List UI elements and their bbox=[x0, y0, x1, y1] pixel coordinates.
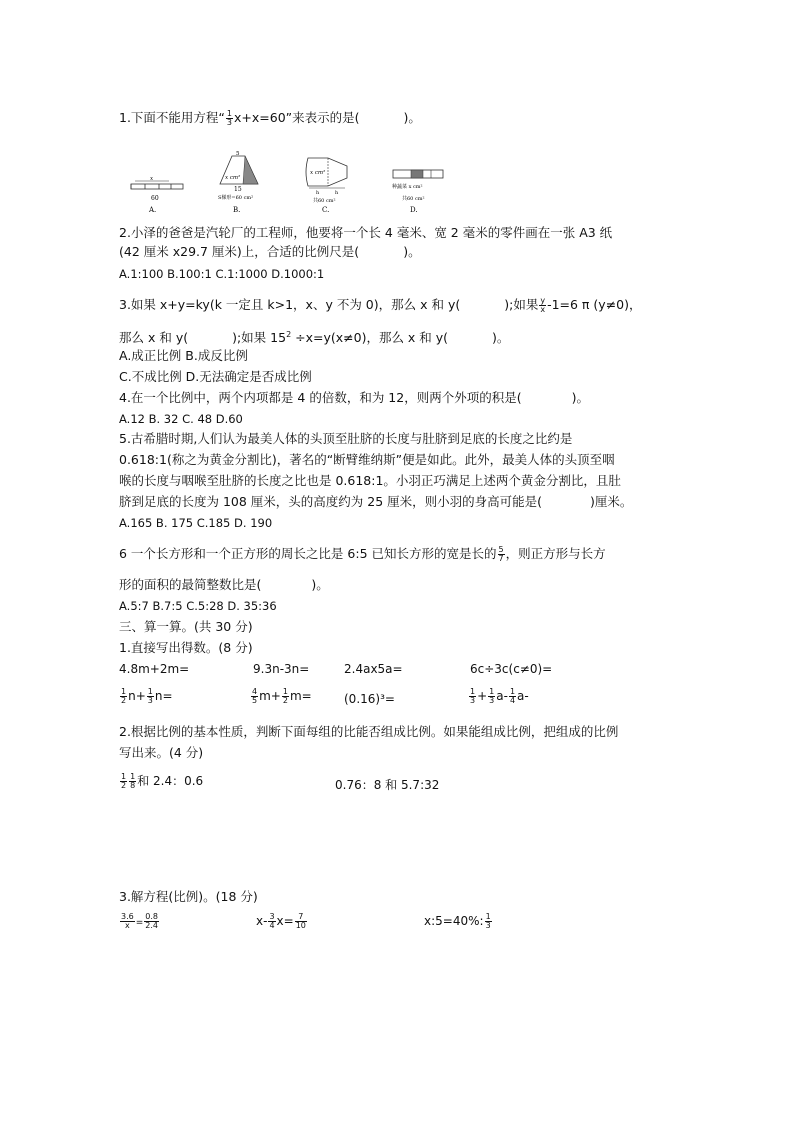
frac-num: 1 bbox=[470, 687, 476, 696]
fig-a-top: x bbox=[150, 176, 154, 182]
fig-c-label: C. bbox=[322, 206, 330, 214]
fig-a-label: A. bbox=[149, 206, 157, 214]
q3-options-1: A.成正比例 B.成反比例 bbox=[119, 348, 248, 363]
frac-num: 4 bbox=[252, 687, 258, 696]
q4-text: 4.在一个比例中，两个内项都是 4 的倍数，和为 12，则两个外项的积是( bbox=[119, 390, 522, 405]
frac-den: 4 bbox=[269, 921, 275, 930]
s2-item1-frac1 bbox=[120, 773, 127, 790]
q1-figure-d bbox=[392, 170, 443, 214]
q2-line2 bbox=[119, 244, 421, 260]
q1-stem bbox=[119, 110, 421, 127]
frac-num: 3.6 bbox=[121, 912, 134, 921]
frac-den: 2 bbox=[282, 696, 288, 705]
q3-line2-d: )。 bbox=[492, 330, 510, 346]
q3-fraction bbox=[539, 297, 546, 314]
s1-r2c1-end: n= bbox=[154, 689, 173, 703]
q3-line2-b: );如果 15 bbox=[232, 330, 287, 346]
fig-c-h1: h bbox=[316, 190, 320, 196]
s2-line2: 写出来。(4 分) bbox=[119, 745, 204, 760]
frac-num: 7 bbox=[295, 913, 307, 922]
fig-b-mid: x cm² bbox=[225, 175, 241, 181]
frac-den: 10 bbox=[295, 921, 306, 930]
s3-eq1-left bbox=[120, 913, 135, 930]
frac-num: 1 bbox=[485, 912, 491, 921]
q4-options: A.12 B. 32 C. 48 D.60 bbox=[119, 412, 243, 426]
frac-num: 1 bbox=[509, 687, 516, 696]
q6-line2-end: )。 bbox=[311, 577, 329, 592]
q5-line4 bbox=[119, 494, 632, 510]
q1-frac-den: 3 bbox=[226, 118, 232, 127]
s1-title: 1.直接写出得数。(8 分) bbox=[119, 640, 253, 655]
q6-line1 bbox=[119, 546, 606, 563]
q5-options: A.165 B. 175 C.185 D. 190 bbox=[119, 516, 273, 530]
frac-den: 8 bbox=[130, 781, 136, 790]
s1-r1-c4: 6c÷3c(c≠0)= bbox=[470, 662, 553, 676]
s2-item2: 0.76：8 和 5.7:32 bbox=[335, 778, 440, 792]
q5-line3: 喉的长度与咽喉至肚脐的长度之比也是 0.618:1。小羽正巧满足上述两个黄金分割比，且肚 bbox=[119, 473, 621, 488]
q3-line2 bbox=[119, 327, 509, 346]
frac-num: 1 bbox=[282, 687, 288, 696]
q1-figure-c bbox=[306, 158, 347, 214]
fig-c-total: 共60 cm² bbox=[313, 198, 336, 204]
q5-line4-text: 脐到足底的长度为 108 厘米，头的高度约为 25 厘米，则小羽的身高可能是( bbox=[119, 494, 543, 509]
q3-text-c: -1=6 π (y≠0)， bbox=[547, 297, 642, 312]
fig-b-area: S梯形=60 cm² bbox=[218, 195, 254, 201]
s1-r2-c3: (0.16)³= bbox=[344, 692, 395, 706]
q6-line2 bbox=[119, 577, 329, 593]
s3-eq3-pre: x:5=40%: bbox=[424, 914, 484, 928]
s3-eq3-frac bbox=[485, 913, 492, 930]
q6-text-a: 6 一个长方形和一个正方形的周长之比是 6:5 已知长方形的宽是长的 bbox=[119, 546, 497, 561]
q1-figures bbox=[125, 150, 455, 218]
frac-den: 5 bbox=[252, 696, 258, 705]
q3-superscript: 2 bbox=[286, 330, 292, 339]
q1-frac-num: 1 bbox=[226, 109, 232, 118]
s3-eq1-equals: = bbox=[135, 918, 144, 928]
q2-line2-end: )。 bbox=[403, 244, 421, 259]
q3-options-2: C.不成比例 D.无法确定是否成比例 bbox=[119, 369, 312, 384]
frac-num: 1 bbox=[121, 687, 127, 696]
fig-d-total: 共60 cm² bbox=[402, 196, 425, 202]
fig-b-label: B. bbox=[233, 206, 241, 214]
s1-r2c4-frac1 bbox=[469, 688, 476, 705]
frac-den: x bbox=[125, 921, 130, 930]
s1-r2-c4 bbox=[468, 688, 529, 705]
q1-text-post: x+x=60”来表示的是( bbox=[234, 110, 360, 125]
s1-r1-c1: 4.8m+2m= bbox=[119, 662, 190, 676]
fig-d-box: 种蔬菜 x cm² bbox=[392, 184, 423, 190]
q5-line2: 0.618:1(称之为黄金分割比)，著名的“断臂维纳斯”便是如此。此外，最美人体的头顶至咽 bbox=[119, 452, 615, 467]
fig-c-left: x cm² bbox=[310, 170, 326, 176]
q2-options: A.1:100 B.100:1 C.1:1000 D.1000:1 bbox=[119, 267, 325, 281]
frac-num: 1 bbox=[130, 772, 136, 781]
q1-fraction bbox=[226, 110, 233, 127]
q1-figure-b bbox=[218, 151, 258, 214]
q3-text-b: );如果 bbox=[504, 297, 539, 312]
s1-r2c4-frac3 bbox=[509, 688, 516, 705]
s2-line1: 2.根据比例的基本性质，判断下面每组的比能否组成比例。如果能组成比例，把组成的比例 bbox=[119, 724, 619, 739]
q6-line2-text: 形的面积的最简整数比是( bbox=[119, 577, 262, 592]
s1-r2c2-mid: m+ bbox=[259, 689, 281, 703]
frac-num: 0.8 bbox=[145, 912, 159, 921]
q6-options: A.5:7 B.7:5 C.5:28 D. 35:36 bbox=[119, 599, 277, 613]
s1-r2-c1 bbox=[119, 688, 173, 705]
s3-eq2-pre: x- bbox=[256, 914, 268, 928]
q2-line2-text: (42 厘米 x29.7 厘米)上，合适的比例尺是( bbox=[119, 244, 360, 259]
s1-r1-c2: 9.3n-3n= bbox=[253, 662, 310, 676]
s3-eq1 bbox=[119, 913, 160, 930]
s2-item1-rest: 和 2.4：0.6 bbox=[137, 774, 204, 788]
q1-text-pre: 1.下面不能用方程“ bbox=[119, 110, 225, 125]
s1-r2c1-frac2 bbox=[147, 688, 154, 705]
q4-text-end: )。 bbox=[571, 390, 589, 405]
s1-r2c2-end: m= bbox=[289, 689, 312, 703]
fig-c-h2: h bbox=[335, 190, 339, 196]
s2-item1-frac2 bbox=[129, 773, 136, 790]
q3-frac-num: y bbox=[540, 296, 546, 305]
frac-den: 2 bbox=[121, 696, 127, 705]
s3-eq3 bbox=[424, 913, 493, 930]
s1-r2c4-plus: + bbox=[477, 689, 488, 703]
fig-a-bottom: 60 bbox=[151, 195, 159, 202]
q4-stem bbox=[119, 390, 589, 406]
frac-den: 3 bbox=[470, 696, 476, 705]
frac-den: 4 bbox=[509, 696, 516, 705]
fig-b-base: 15 bbox=[234, 186, 242, 193]
q5-line1: 5.古希腊时期,人们认为最美人体的头顶至肚脐的长度与肚脐到足底的长度之比约是 bbox=[119, 431, 573, 446]
q3-line2-c: ÷x=y(x≠0)，那么 x 和 y( bbox=[291, 330, 449, 346]
frac-num: 3 bbox=[269, 912, 275, 921]
s2-item1 bbox=[119, 772, 203, 790]
q6-fraction bbox=[498, 546, 505, 563]
q3-line1 bbox=[119, 297, 642, 314]
q6-text-b: ，则正方形与长方 bbox=[505, 546, 606, 561]
s1-r2c2-frac1 bbox=[251, 688, 258, 705]
q3-line2-a: 那么 x 和 y( bbox=[119, 330, 189, 346]
section3-title: 三、算一算。(共 30 分) bbox=[119, 619, 253, 634]
frac-den: 3 bbox=[147, 696, 153, 705]
fig-d-label: D. bbox=[410, 206, 418, 214]
s3-eq2-rhs bbox=[295, 913, 307, 930]
s1-r2-c2 bbox=[250, 688, 312, 705]
frac-den: 2.4 bbox=[145, 921, 159, 930]
q1-text-end: )。 bbox=[403, 110, 421, 125]
s3-eq2 bbox=[256, 913, 308, 930]
s3-eq2-mid: x= bbox=[276, 914, 294, 928]
frac-num: 1 bbox=[147, 687, 153, 696]
q3-text-a: 3.如果 x+y=ky(k 一定且 k>1，x、y 不为 0)，那么 x 和 y( bbox=[119, 297, 461, 312]
frac-num: 1 bbox=[121, 772, 127, 781]
q3-frac-den: x bbox=[540, 305, 546, 314]
frac-num: 1 bbox=[489, 687, 495, 696]
frac-den: 3 bbox=[485, 921, 491, 930]
frac-den: 2 bbox=[121, 781, 127, 790]
q6-frac-den: 7 bbox=[498, 554, 504, 563]
s3-title: 3.解方程(比例)。(18 分) bbox=[119, 889, 258, 904]
s1-r1-c3: 2.4ax5a= bbox=[344, 662, 403, 676]
q2-line1: 2.小泽的爸爸是汽轮厂的工程师，他要将一个长 4 毫米、宽 2 毫米的零件画在一张 A3 纸 bbox=[119, 225, 613, 240]
s1-r2c1-mid: n+ bbox=[128, 689, 146, 703]
s3-eq2-frac bbox=[268, 913, 275, 930]
s1-r2c4-end: a- bbox=[517, 689, 529, 703]
q6-frac-num: 5 bbox=[498, 545, 504, 554]
q5-line4-end: )厘米。 bbox=[590, 494, 633, 509]
s1-r2c1-frac1 bbox=[120, 688, 127, 705]
s1-r2c4-mid: a- bbox=[496, 689, 508, 703]
fig-b-top: 5 bbox=[236, 151, 240, 157]
s3-eq1-right bbox=[144, 913, 159, 930]
s1-r2c2-frac2 bbox=[282, 688, 289, 705]
frac-den: 3 bbox=[489, 696, 495, 705]
s1-r2c4-frac2 bbox=[488, 688, 495, 705]
q1-figure-a bbox=[131, 176, 183, 214]
